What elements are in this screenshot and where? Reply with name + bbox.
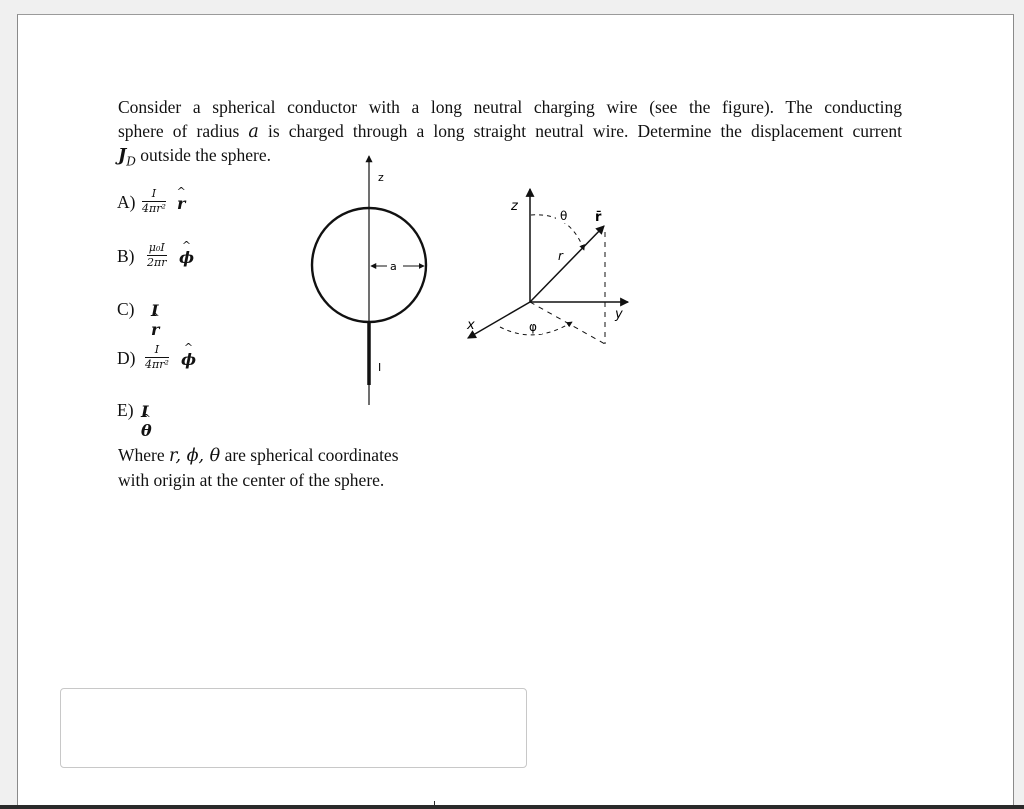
option-fraction: μ₀I 2πr <box>147 241 167 269</box>
option-label: C) <box>117 299 135 319</box>
r-vector <box>530 226 604 302</box>
option-fraction: I 4πr² <box>142 187 166 215</box>
question-text <box>118 96 902 174</box>
option-vector: I^ θ <box>141 402 152 440</box>
option-label: B) <box>117 246 135 266</box>
option-label: A) <box>117 192 136 212</box>
option-vector: ^ r <box>177 194 185 213</box>
current-density-var: J <box>118 146 127 166</box>
bottom-bar <box>0 805 1024 809</box>
option-fraction: I 4πr² <box>145 343 169 371</box>
option-label: E) <box>117 400 134 420</box>
question-line-2: sphere of radius a is charged through a long straight neutral wire. Determine the displacement current <box>118 120 902 142</box>
answer-input-box[interactable] <box>60 688 527 768</box>
radius-var: a <box>248 121 259 142</box>
option-vector: ^ ϕ <box>181 350 196 369</box>
r-label: r <box>558 249 563 263</box>
question-line-1: Consider a spherical conductor with a long neutral charging wire (see the figure). The conducting <box>118 97 902 117</box>
option-vector: I^ r <box>151 301 159 339</box>
x-label: x <box>467 318 475 333</box>
current-label: I <box>378 361 382 374</box>
z-label: z <box>511 199 518 214</box>
note-text: Where r, ϕ, θ are spherical coordinates with origin at the center of the sphere. <box>118 445 399 490</box>
option-label: D) <box>117 348 136 368</box>
question-line-3: $J_D$ outside the sphere. <box>118 145 272 169</box>
bottom-tick <box>434 801 435 809</box>
coordinate-figure <box>460 180 640 360</box>
rvec-label: r̄ <box>595 210 602 225</box>
option-vector: ^ ϕ <box>179 248 194 267</box>
phi-label: φ <box>529 320 537 334</box>
radius-label: a <box>390 260 397 273</box>
theta-label: θ <box>560 209 568 223</box>
sphere-figure <box>300 148 440 410</box>
y-label: y <box>615 307 623 322</box>
coord-vars: r, ϕ, θ <box>169 446 221 466</box>
x-axis <box>468 302 530 338</box>
z-axis-label: z <box>378 171 384 184</box>
